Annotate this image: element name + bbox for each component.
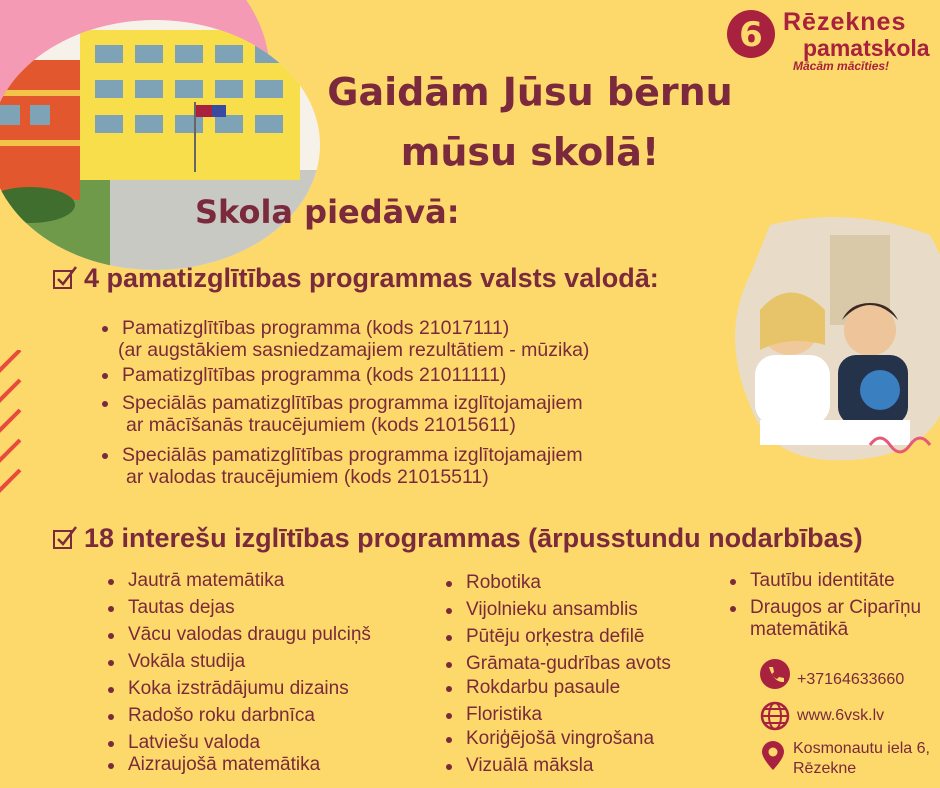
page-title-line1: Gaidām Jūsu bērnu [327, 70, 733, 114]
logo-name-line2: pamatskola [803, 35, 930, 61]
interest-programs-heading [52, 522, 863, 554]
list-item: Pūtēju orķestra defilē [444, 626, 724, 648]
list-item: Speciālās pamatizglītības programma izglītojamajiem ar valodas traucējumiem (kods 21015511) [100, 444, 660, 488]
interest-list-col1 [106, 570, 426, 776]
checkbox-icon [52, 265, 78, 291]
website-link[interactable]: www.6vsk.lv [797, 707, 885, 724]
address-line2: Rēzekne [793, 760, 857, 777]
school-building-photo [0, 20, 320, 270]
page-title-line2: mūsu skolā! [400, 130, 660, 174]
list-item: Vācu valodas draugu pulciņš [106, 624, 426, 646]
list-item: Floristika [444, 704, 724, 726]
list-item: Vijolnieku ansamblis [444, 599, 724, 621]
decorative-stripes [0, 350, 30, 520]
list-item: Grāmata-gudrības avots [444, 653, 724, 675]
children-photo [730, 215, 940, 470]
list-item: Tautību identitāte [728, 570, 933, 592]
phone-number[interactable]: +37164633660 [797, 671, 905, 688]
list-item: Aizraujošā matemātika [106, 754, 426, 776]
list-item: Rokdarbu pasaule [444, 677, 724, 699]
list-item: Jautrā matemātika [106, 570, 426, 592]
list-item: Pamatizglītības programma (kods 21017111) (ar augstākiem sasniedzamajiem rezultātiem - mūzika) [100, 317, 660, 361]
interest-programs-title: 18 interešu izglītības programmas (ārpusstundu nodarbības) [84, 523, 863, 553]
list-item: Pamatizglītības programma (kods 21011111) [100, 364, 660, 386]
list-item: Vizuālā māksla [444, 755, 724, 777]
globe-icon [759, 700, 791, 732]
basic-programs-title: 4 pamatizglītības programmas valsts valodā: [84, 263, 659, 293]
location-pin-icon [757, 740, 789, 772]
logo-number: 6 [739, 15, 763, 55]
basic-programs-list [100, 317, 660, 488]
list-item: Robotika [444, 572, 724, 594]
interest-list-col3 [728, 570, 933, 641]
list-item: Speciālās pamatizglītības programma izglītojamajiem ar mācīšanās traucējumiem (kods 21015611) [100, 392, 660, 436]
list-item: Latviešu valoda [106, 732, 426, 754]
school-logo-icon [725, 8, 777, 60]
address-line1: Kosmonautu iela 6, [793, 740, 930, 757]
list-item: Vokāla studija [106, 651, 426, 673]
checkbox-icon [52, 525, 78, 551]
interest-list-col2 [444, 572, 724, 777]
logo-name-line1: Rēzeknes [783, 8, 907, 36]
phone-icon [759, 658, 791, 690]
list-item: Tautas dejas [106, 597, 426, 619]
logo-slogan: Mācām mācīties! [793, 59, 890, 73]
offer-title: Skola piedāvā: [195, 193, 460, 231]
list-item: Radošo roku darbnīca [106, 705, 426, 727]
list-item: Koka izstrādājumu dizains [106, 678, 426, 700]
basic-programs-heading [52, 262, 659, 294]
list-item: Koriģējošā vingrošana [444, 728, 724, 750]
list-item: Draugos ar Ciparīņu matemātikā [728, 597, 933, 641]
address [793, 739, 930, 779]
